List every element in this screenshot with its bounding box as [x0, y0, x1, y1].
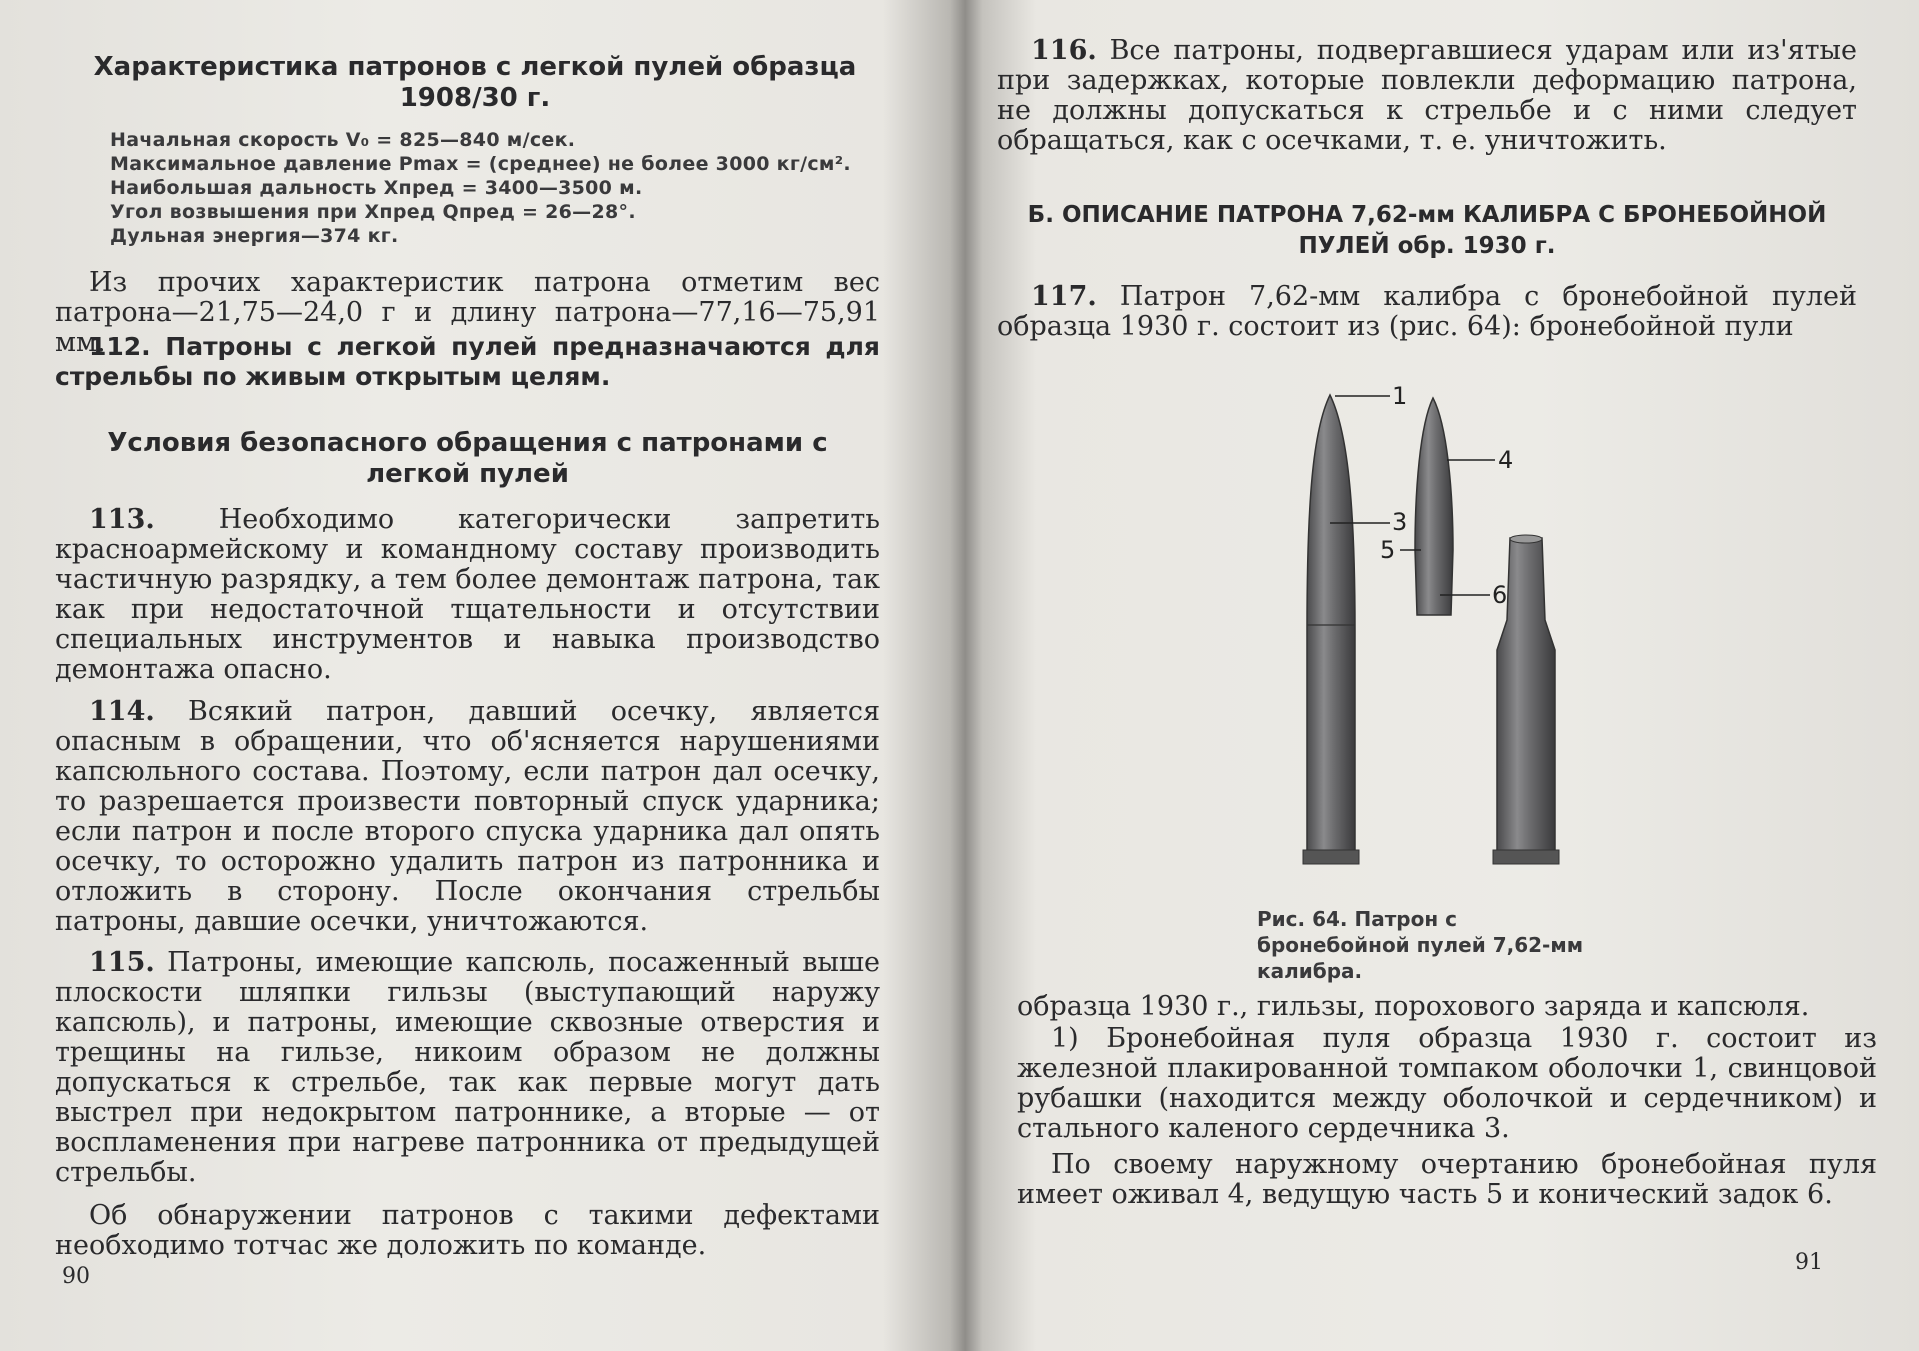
para-113-number: 113. [89, 504, 155, 535]
safety-heading: Условия безопасного обращения с патронами с легкой пулей [107, 428, 828, 489]
spec-line: Наибольшая дальность Xпред = 3400—3500 м. [110, 177, 643, 199]
label-1: 1 [1392, 382, 1408, 410]
para-shape-text: По своему наружному очертанию бронебойная пуля имеет оживал 4, ведущую часть 5 и конический задок 6. [1017, 1149, 1877, 1210]
para-116 [997, 36, 1857, 156]
para-116-number: 116. [1031, 35, 1097, 66]
para-114-text: Всякий патрон, давший осечку, является опасным в обращении, что об'ясняется нарушениями капсюльного состава. Поэтому, если патрон дал осечку, то разрешается произвести повторный спуск ударника; если патрон и после второго спуска ударника дал опять осечку, то осторожно удалить патрон из патронника и отложить в сторону. После окончания стрельбы патроны, давшие осечки, уничтожаются. [55, 696, 880, 937]
para-bullet [1017, 1024, 1877, 1144]
complete-cartridge [1303, 395, 1359, 864]
para-shape [1017, 1150, 1877, 1210]
label-5: 5 [1380, 536, 1396, 564]
specs-list [110, 128, 930, 248]
section-b-heading: Б. ОПИСАНИЕ ПАТРОНА 7,62-мм КАЛИБРА С БРОНЕБОЙНОЙ ПУЛЕЙ обр. 1930 г. [1027, 202, 1827, 259]
para-report-text: Об обнаружении патронов с такими дефектами необходимо тотчас же доложить по команде. [55, 1200, 880, 1261]
para-continuation-text: образца 1930 г., гильзы, порохового заряда и капсюля. [1017, 991, 1810, 1022]
page-number-right: 91 [1795, 1250, 1823, 1275]
para-bullet-text: 1) Бронебойная пуля образца 1930 г. состоит из железной плакированной томпаком оболочки 1, свинцовой рубашки (находится между оболочкой и сердечником) и стального каленого сердечника 3. [1017, 1023, 1877, 1144]
para-114-number: 114. [89, 696, 155, 727]
para-117 [997, 282, 1857, 342]
characteristics-heading: Характеристика патронов с легкой пулей образца 1908/30 г. [93, 52, 857, 113]
label-3: 3 [1392, 508, 1408, 536]
para-report [55, 1201, 880, 1261]
para-112-text: 112. Патроны с легкой пулей предназначаются для стрельбы по живым открытым целям. [55, 332, 880, 391]
para-115 [55, 948, 880, 1188]
armor-piercing-bullet [1415, 398, 1453, 615]
para-117-text: Патрон 7,62-мм калибра с бронебойной пулей образца 1930 г. состоит из (рис. 64): бронебойной пули [997, 281, 1857, 342]
para-115-text: Патроны, имеющие капсюль, посаженный выше плоскости шляпки гильзы (выступающий наружу капсюль), и патроны, имеющие сквозные отверстия и трещины на гильзе, никоим образом не должны допускаться к стрельбе, так как первые могут дать выстрел при недокрытом патроннике, а вторые — от воспламенения при нагреве патронника от предыдущей стрельбы. [55, 947, 880, 1188]
label-6: 6 [1492, 581, 1508, 609]
para-117-number: 117. [1031, 281, 1097, 312]
para-113-text: Необходимо категорически запретить красноармейскому и командному составу производить частичную разрядку, а тем более демонтаж патрона, так как при недостаточной тщательности и отсутствии специальных инструментов и навыка производство демонтажа опасно. [55, 504, 880, 685]
label-4: 4 [1498, 446, 1514, 474]
left-page [0, 0, 945, 1351]
para-115-number: 115. [89, 947, 155, 978]
page-number-left: 90 [62, 1264, 90, 1289]
spec-line: Максимальное давление Pmax = (среднее) не более 3000 кг/см². [110, 153, 851, 175]
spec-line: Угол возвышения при Xпред Qпред = 26—28°. [110, 201, 636, 223]
para-continuation [1017, 992, 1877, 1022]
para-112 [55, 332, 880, 392]
para-113 [55, 505, 880, 685]
para-114 [55, 697, 880, 937]
figure-caption: Рис. 64. Патрон с бронебойной пулей 7,62-мм калибра. [1257, 907, 1584, 983]
spec-line: Дульная энергия—374 кг. [110, 225, 399, 247]
right-page [955, 0, 1919, 1351]
spec-line: Начальная скорость V₀ = 825—840 м/сек. [110, 129, 576, 151]
para-116-text: Все патроны, подвергавшиеся ударам или из'ятые при задержках, которые повлекли деформацию патрона, не должны допускаться к стрельбе и с ними следует обращаться, как с осечками, т. е. уничтожить. [997, 35, 1857, 156]
para-other-text: Из прочих характеристик патрона отметим вес патрона—21,75—24,0 г и длину патрона—77,16—75,91 мм. [55, 267, 880, 358]
figure-64-cartridge [1255, 380, 1635, 880]
